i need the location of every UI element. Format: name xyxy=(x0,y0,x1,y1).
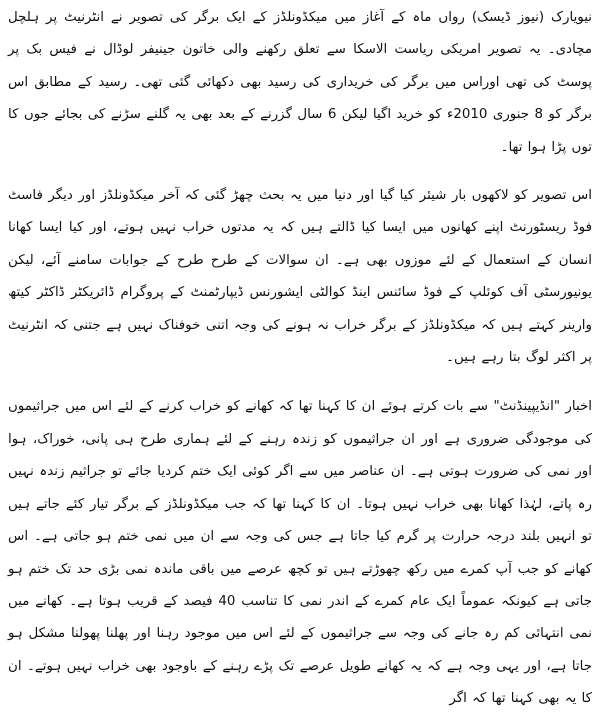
article-paragraph-1: نیویارک (نیوز ڈیسک) رواں ماہ کے آغاز میں میکڈونلڈز کے ایک برگر کی تصویر نے انٹرنیٹ پر ہلچل مچادی۔ یہ تصویر امریکی ریاست الاسکا سے تعلق رکھنے والی خاتون جینیفر لوڈال نے فیس بک پر پوسٹ کی تھی اوراس میں برگر کی خریداری کی رسید بھی دکھائی گئی تھی۔ رسید کے مطابق اس برگر کو 8 جنوری 2010ء کو خرید اگیا لیکن 6 سال گزرنے کے بعد بھی یہ گلنے سڑنے کی بجائے جوں کا توں پڑا ہوا تھا۔ xyxy=(8,10,592,155)
article-paragraph-2: اس تصویر کو لاکھوں بار شیئر کیا گیا اور دنیا میں یہ بحث چھڑ گئی کہ آخر میکڈونلڈز اور دیگر فاسٹ فوڈ ریسٹورنٹ اپنے کھانوں میں ایسا کیا ڈالتے ہیں کہ یہ مدتوں خراب نہیں ہوتے، اور کیا ایسا کھانا انسان کے استعمال کے لئے موزوں بھی ہے۔ ان سوالات کے طرح طرح کے جوابات سامنے آئے، لیکن یونیورسٹی آف کوئلپ کے فوڈ سائنس اینڈ کوالٹی ایشورنس ڈیپارٹمنٹ کے پروگرام ڈائریکٹر ڈاکٹر کیتھ وارینر کہتے ہیں کہ میکڈونلڈز کے برگر خراب نہ ہونے کی وجہ اتنی خوفناک نہیں ہے جتنی کہ انٹرنیٹ پر اکثر لوگ بتا رہے ہیں۔ xyxy=(8,188,592,366)
article-paragraph-3: اخبار "انڈیپینڈنٹ" سے بات کرتے ہوئے ان کا کہنا تھا کہ کھانے کو خراب کرنے کے لئے اس میں جراثیموں کی موجودگی ضروری ہے اور ان جراثیموں کو زندہ رہنے کے لئے ہماری طرح ہی پانی، خوراک، ہوا اور نمی کی ضرورت ہوتی ہے۔ ان عناصر میں سے اگر کوئی ایک ختم کردیا جائے تو جراثیم زندہ نہیں رہ پاتے، لہٰذا کھانا بھی خراب نہیں ہوتا۔ ان کا کہنا تھا کہ جب میکڈونلڈز کے برگر تیار کئے جاتے ہیں تو انہیں بلند درجہ حرارت پر گرم کیا جاتا ہے جس کی وجہ سے ان میں نمی ختم ہو جاتی ہے۔ اس کھانے کو جب آپ کمرے میں رکھ چھوڑتے ہیں تو کچھ عرصے میں باقی ماندہ نمی بڑی حد تک ختم ہو جاتی ہے کیونکہ عموماً ایک عام کمرے کے اندر نمی کا تناسب 40 فیصد کے قریب ہوتا ہے۔ کھانے میں نمی انتہائی کم رہ جانے کی وجہ سے جراثیموں کے لئے اس میں موجود رہنا اور پھلنا پھولنا مشکل ہو جاتا ہے، اور یہی وجہ ہے کہ یہ کھانے طویل عرصے تک پڑے رہنے کے باوجود بھی خراب نہیں ہوتے۔ ان کا یہ بھی کہنا تھا کہ اگر xyxy=(8,399,592,707)
